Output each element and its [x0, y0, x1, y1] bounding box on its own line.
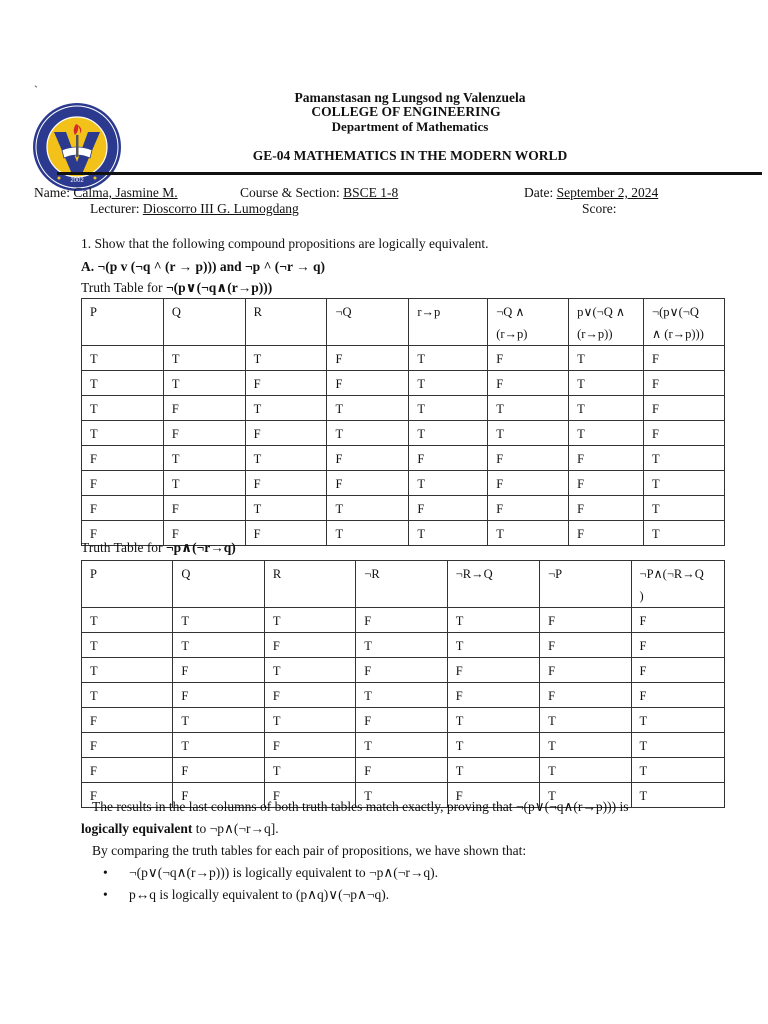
- table-header-row: [82, 561, 725, 608]
- cell: T: [327, 496, 409, 521]
- cell: F: [631, 633, 724, 658]
- cell: F: [173, 783, 264, 808]
- cell: T: [540, 758, 631, 783]
- cell: F: [173, 758, 264, 783]
- table-row: [82, 683, 725, 708]
- score-label: Score:: [582, 201, 617, 216]
- cell: F: [356, 658, 447, 683]
- table-row: [82, 371, 725, 396]
- cell: F: [245, 471, 327, 496]
- name-value: Calma, Jasmine M.: [73, 185, 178, 200]
- header-cell: ¬P∧(¬R→Q ): [631, 561, 724, 608]
- course-field: [240, 185, 398, 201]
- date-label: Date:: [524, 185, 554, 200]
- cell: T: [82, 421, 164, 446]
- cell: T: [82, 658, 173, 683]
- table-row: [82, 633, 725, 658]
- cell: T: [644, 446, 725, 471]
- cell: T: [356, 783, 447, 808]
- table-row: [82, 658, 725, 683]
- cell: F: [488, 471, 569, 496]
- table1-caption: [81, 280, 272, 296]
- cell: T: [82, 633, 173, 658]
- cell: F: [631, 658, 724, 683]
- cell: F: [631, 608, 724, 633]
- cell: F: [488, 371, 569, 396]
- cell: T: [409, 421, 488, 446]
- cell: F: [409, 496, 488, 521]
- header-cell: p∨(¬Q ∧ (r→p)): [569, 299, 644, 346]
- svg-text:2002: 2002: [70, 178, 84, 184]
- cell: T: [631, 783, 724, 808]
- cell: T: [264, 608, 355, 633]
- table-row: [82, 608, 725, 633]
- question-part-a: A. ¬(p v (¬q ^ (r → p))) and ¬p ^ (¬r → q): [81, 259, 325, 274]
- bullet-dot: •: [103, 865, 108, 880]
- cell: T: [488, 396, 569, 421]
- cell: T: [356, 683, 447, 708]
- cell: F: [173, 658, 264, 683]
- cell: F: [540, 683, 631, 708]
- cell: F: [245, 421, 327, 446]
- cell: T: [173, 708, 264, 733]
- table-row: [82, 758, 725, 783]
- cell: T: [82, 683, 173, 708]
- cell: F: [488, 346, 569, 371]
- cell: T: [245, 446, 327, 471]
- cell: T: [569, 346, 644, 371]
- cell: T: [569, 421, 644, 446]
- university-name: Pamanstasan ng Lungsod ng Valenzuela: [294, 90, 526, 105]
- cell: T: [631, 733, 724, 758]
- table2-caption-prefix: Truth Table for: [81, 540, 166, 555]
- header-cell: Q: [163, 299, 245, 346]
- cell: F: [173, 683, 264, 708]
- table-row: [82, 346, 725, 371]
- course-title: GE-04 MATHEMATICS IN THE MODERN WORLD: [252, 148, 568, 163]
- header-cell: ¬Q: [327, 299, 409, 346]
- header-cell: R: [264, 561, 355, 608]
- cell: T: [327, 396, 409, 421]
- cell: F: [82, 471, 164, 496]
- header-cell: R: [245, 299, 327, 346]
- conclusion-emphasis: logically equivalent: [81, 821, 193, 836]
- table-row: [82, 396, 725, 421]
- cell: F: [447, 783, 539, 808]
- conclusion-line-2-rest: to ¬p∧(¬r→q].: [192, 821, 279, 836]
- cell: T: [540, 783, 631, 808]
- bullet-item: [103, 884, 389, 906]
- cell: T: [356, 633, 447, 658]
- cell: T: [245, 496, 327, 521]
- cell: T: [488, 421, 569, 446]
- cell: T: [409, 371, 488, 396]
- cell: F: [82, 758, 173, 783]
- name-label: Name:: [34, 185, 70, 200]
- department-name: Department of Mathematics: [331, 119, 489, 134]
- table-row: [82, 421, 725, 446]
- cell: F: [447, 658, 539, 683]
- cell: T: [409, 471, 488, 496]
- cell: T: [327, 521, 409, 546]
- cell: T: [631, 758, 724, 783]
- lecturer-label: Lecturer:: [90, 201, 140, 216]
- table-row: [82, 471, 725, 496]
- cell: T: [447, 633, 539, 658]
- header-cell: ¬Q ∧ (r→p): [488, 299, 569, 346]
- bullet-item: [103, 862, 438, 884]
- cell: F: [356, 608, 447, 633]
- cell: F: [82, 733, 173, 758]
- lecturer-field: [90, 201, 299, 217]
- cell: F: [569, 496, 644, 521]
- name-field: [34, 185, 178, 201]
- truth-table-1: [81, 298, 725, 546]
- cell: T: [447, 733, 539, 758]
- bullet-text: p↔q is logically equivalent to (p∧q)∨(¬p∧¬q).: [129, 887, 390, 902]
- lecturer-value: Dioscorro III G. Lumogdang: [142, 201, 299, 216]
- date-value: September 2, 2024: [556, 185, 659, 200]
- header-cell: ¬P: [540, 561, 631, 608]
- cell: T: [163, 371, 245, 396]
- cell: T: [173, 633, 264, 658]
- cell: F: [569, 446, 644, 471]
- cell: T: [447, 608, 539, 633]
- cell: F: [327, 471, 409, 496]
- cell: F: [245, 521, 327, 546]
- cell: T: [644, 521, 725, 546]
- table-header-row: [82, 299, 725, 346]
- cell: F: [569, 471, 644, 496]
- cell: F: [82, 496, 164, 521]
- cell: F: [264, 733, 355, 758]
- cell: F: [631, 683, 724, 708]
- cell: T: [488, 521, 569, 546]
- header-cell: ¬(p∨(¬Q ∧ (r→p))): [644, 299, 725, 346]
- cell: T: [631, 708, 724, 733]
- cell: T: [447, 708, 539, 733]
- cell: T: [356, 733, 447, 758]
- bullet-text: ¬(p∨(¬q∧(r→p))) is logically equivalent to ¬p∧(¬r→q).: [129, 865, 439, 880]
- cell: F: [163, 396, 245, 421]
- header-cell: P: [82, 561, 173, 608]
- cell: F: [327, 371, 409, 396]
- cell: F: [264, 683, 355, 708]
- bullet-dot: •: [103, 887, 108, 902]
- cell: F: [540, 633, 631, 658]
- college-name: COLLEGE OF ENGINEERING: [311, 104, 501, 119]
- cell: T: [245, 396, 327, 421]
- table2-caption: [81, 540, 236, 556]
- cell: T: [82, 608, 173, 633]
- cell: F: [82, 446, 164, 471]
- cell: T: [173, 733, 264, 758]
- cell: F: [447, 683, 539, 708]
- table-row: [82, 708, 725, 733]
- stray-mark: `: [34, 83, 38, 97]
- header-divider: [57, 172, 762, 175]
- cell: F: [82, 783, 173, 808]
- table2-caption-formula: ¬p∧(¬r→q): [165, 540, 236, 555]
- cell: T: [409, 396, 488, 421]
- header-cell: ¬R→Q: [447, 561, 539, 608]
- cell: F: [264, 633, 355, 658]
- table-row: [82, 446, 725, 471]
- score-field: [582, 201, 617, 217]
- cell: F: [569, 521, 644, 546]
- cell: T: [163, 471, 245, 496]
- cell: T: [163, 346, 245, 371]
- cell: F: [163, 521, 245, 546]
- cell: T: [569, 396, 644, 421]
- header-cell: ¬R: [356, 561, 447, 608]
- cell: F: [644, 421, 725, 446]
- cell: F: [644, 396, 725, 421]
- cell: T: [447, 758, 539, 783]
- cell: T: [82, 346, 164, 371]
- table1-caption-formula: ¬(p∨(¬q∧(r→p))): [165, 280, 273, 295]
- cell: F: [245, 371, 327, 396]
- question-instruction: 1. Show that the following compound propositions are logically equivalent.: [81, 236, 489, 251]
- header-cell: r→p: [409, 299, 488, 346]
- course-value: BSCE 1-8: [343, 185, 399, 200]
- conclusion-line-2: [81, 818, 279, 840]
- cell: F: [264, 783, 355, 808]
- truth-table-2: [81, 560, 725, 808]
- table1-caption-prefix: Truth Table for: [81, 280, 166, 295]
- conclusion-line-1: The results in the last columns of both truth tables match exactly, proving that ¬(p∨(¬q∧(r→p))) is: [92, 799, 629, 814]
- header-cell: Q: [173, 561, 264, 608]
- cell: T: [173, 608, 264, 633]
- cell: T: [644, 471, 725, 496]
- cell: F: [644, 346, 725, 371]
- cell: T: [245, 346, 327, 371]
- conclusion-line-3: By comparing the truth tables for each pair of propositions, we have shown that:: [92, 843, 527, 858]
- cell: T: [82, 371, 164, 396]
- header-cell: P: [82, 299, 164, 346]
- table-row: [82, 733, 725, 758]
- cell: F: [488, 446, 569, 471]
- cell: T: [540, 733, 631, 758]
- cell: T: [409, 346, 488, 371]
- cell: F: [409, 446, 488, 471]
- cell: F: [356, 708, 447, 733]
- cell: F: [327, 346, 409, 371]
- cell: F: [327, 446, 409, 471]
- cell: T: [540, 708, 631, 733]
- cell: T: [163, 446, 245, 471]
- cell: F: [163, 496, 245, 521]
- cell: F: [540, 608, 631, 633]
- date-field: [524, 185, 658, 201]
- cell: F: [163, 421, 245, 446]
- cell: T: [327, 421, 409, 446]
- cell: T: [82, 396, 164, 421]
- cell: F: [488, 496, 569, 521]
- cell: T: [569, 371, 644, 396]
- cell: T: [409, 521, 488, 546]
- cell: F: [356, 758, 447, 783]
- cell: T: [264, 758, 355, 783]
- cell: F: [540, 658, 631, 683]
- cell: F: [82, 708, 173, 733]
- cell: F: [82, 521, 164, 546]
- cell: T: [264, 708, 355, 733]
- course-label: Course & Section:: [240, 185, 340, 200]
- cell: T: [644, 496, 725, 521]
- cell: T: [264, 658, 355, 683]
- table-row: [82, 496, 725, 521]
- cell: F: [644, 371, 725, 396]
